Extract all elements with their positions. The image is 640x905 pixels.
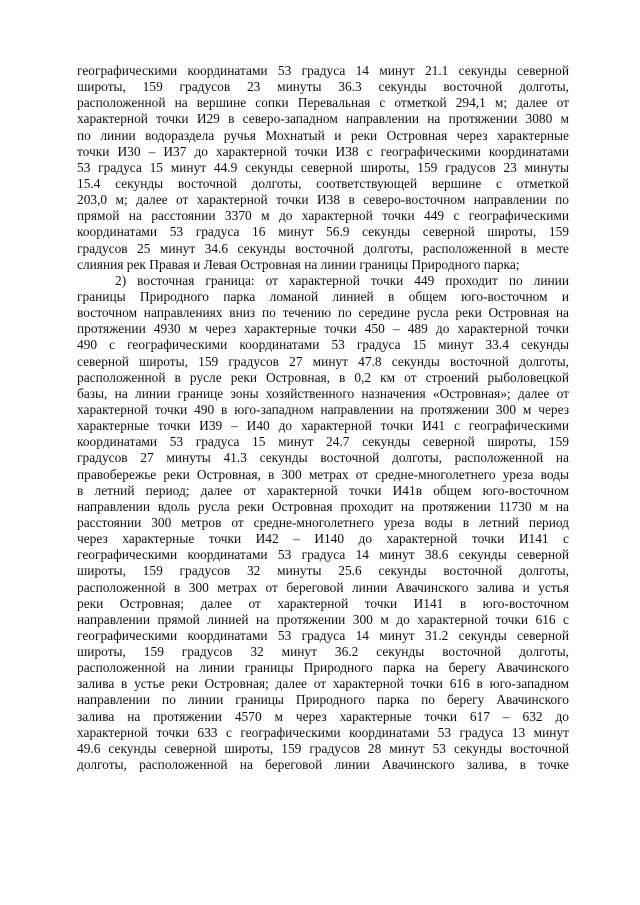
text-line: расположенной в русле реки Островная, в 0,2 км от строений рыболовецкой [77, 369, 569, 385]
text-line: широты, 159 градусов 23 минуты 36.3 секунды восточной долготы, [77, 79, 569, 95]
text-line: расположенной на линии границы Природного парка на берегу Авачинского [77, 660, 569, 676]
text-line: 15.4 секунды восточной долготы, соответствующей вершине с отметкой [77, 175, 569, 191]
text-line: правобережье реки Островная, в 300 метрах от средне-многолетнего уреза воды [77, 466, 569, 482]
text-line: широты, 159 градусов 32 минуты 25.6 секунды восточной долготы, [77, 563, 569, 579]
text-line: координатами 53 градуса 16 минут 56.9 секунды северной широты, 159 [77, 224, 569, 240]
text-line: слияния рек Правая и Левая Островная на линии границы Природного парка; [77, 256, 520, 272]
text-line: расположенной в 300 метрах от береговой линии Авачинского залива и устья [77, 579, 569, 595]
text-line: координатами 53 градуса 15 минут 24.7 секунды северной широты, 159 [77, 434, 569, 450]
text-line: направлении вдоль русла реки Островная проходит на протяжении 11730 м на [77, 498, 569, 514]
text-line: северной широты, 159 градусов 27 минут 47.8 секунды восточной долготы, [77, 353, 569, 369]
text-line: реки Островная; далее от характерной точки И141 в юго-восточном [77, 595, 569, 611]
document-body-text [77, 63, 569, 773]
text-line: прямой на расстоянии 3370 м до характерной точки 449 с географическими [77, 208, 569, 224]
text-line: характерной точки И29 в северо-западном направлении на протяжении 3080 м [77, 111, 569, 127]
text-line: через характерные точки И42 – И140 до характерной точки И141 с [77, 531, 569, 547]
text-line: точки И30 – И37 до характерной точки И38 с географическими координатами [77, 143, 569, 159]
text-line: расстоянии 300 метров от средне-многолетнего уреза воды в летний период [77, 514, 569, 530]
text-line: 53 градуса 15 минут 44.9 секунды северной широты, 159 градусов 23 минуты [77, 159, 569, 175]
text-line: 49.6 секунды северной широты, 159 градусов 28 минут 53 секунды восточной [77, 740, 569, 756]
text-line: 203,0 м; далее от характерной точки И38 в северо-восточном направлении по [77, 192, 569, 208]
text-line: долготы, расположенной на береговой линии Авачинского залива, в точке [77, 757, 569, 773]
text-line: направлении прямой линией на протяжении 300 м до характерной точки 616 с [77, 611, 569, 627]
paragraph-first-line: 2) восточная граница: от характерной точки 449 проходит по линии [115, 272, 569, 288]
text-line: характерной точки 633 с географическими координатами 53 градуса 13 минут [77, 724, 569, 740]
text-line: базы, на линии границе зоны хозяйственного назначения «Островная»; далее от [77, 385, 569, 401]
text-line: градусов 27 минуты 41.3 секунды восточной долготы, расположенной на [77, 450, 569, 466]
text-line: широты, 159 градусов 32 минут 36.2 секунды восточной долготы, [77, 644, 569, 660]
text-line: географическими координатами 53 градуса 14 минут 38.6 секунды северной [77, 547, 569, 563]
text-line: 490 с географическими координатами 53 градуса 15 минут 33.4 секунды [77, 337, 569, 353]
text-line: географическими координатами 53 градуса 14 минут 31.2 секунды северной [77, 627, 569, 643]
text-line: направлении по линии границы Природного парка по берегу Авачинского [77, 692, 569, 708]
text-line: залива в устье реки Островная; далее от характерной точки 616 в юго-западном [77, 676, 569, 692]
text-line: характерные точки И39 – И40 до характерной точки И41 с географическими [77, 418, 569, 434]
text-line: в летний период; далее от характерной точки И41в общем юго-восточном [77, 482, 569, 498]
text-line: географическими координатами 53 градуса 14 минут 21.1 секунды северной [77, 63, 569, 78]
text-line: залива на протяжении 4570 м через характерные точки 617 – 632 до [77, 708, 569, 724]
text-line: градусов 25 минут 34.6 секунды восточной долготы, расположенной в месте [77, 240, 569, 256]
text-line: характерной точки 490 в юго-западном направлении на протяжении 300 м через [77, 401, 569, 417]
text-line: расположенной на вершине сопки Перевальная с отметкой 294,1 м; далее от [77, 95, 569, 111]
text-line: восточном направлениях вниз по течению по середине русла реки Островная на [77, 305, 569, 321]
text-line: границы Природного парка ломаной линией в общем юго-восточном и [77, 288, 569, 304]
text-line: протяжении 4930 м через характерные точки 450 – 489 до характерной точки [77, 321, 569, 337]
text-line: по линии водораздела ручья Мохнатый и реки Островная через характерные [77, 127, 569, 143]
